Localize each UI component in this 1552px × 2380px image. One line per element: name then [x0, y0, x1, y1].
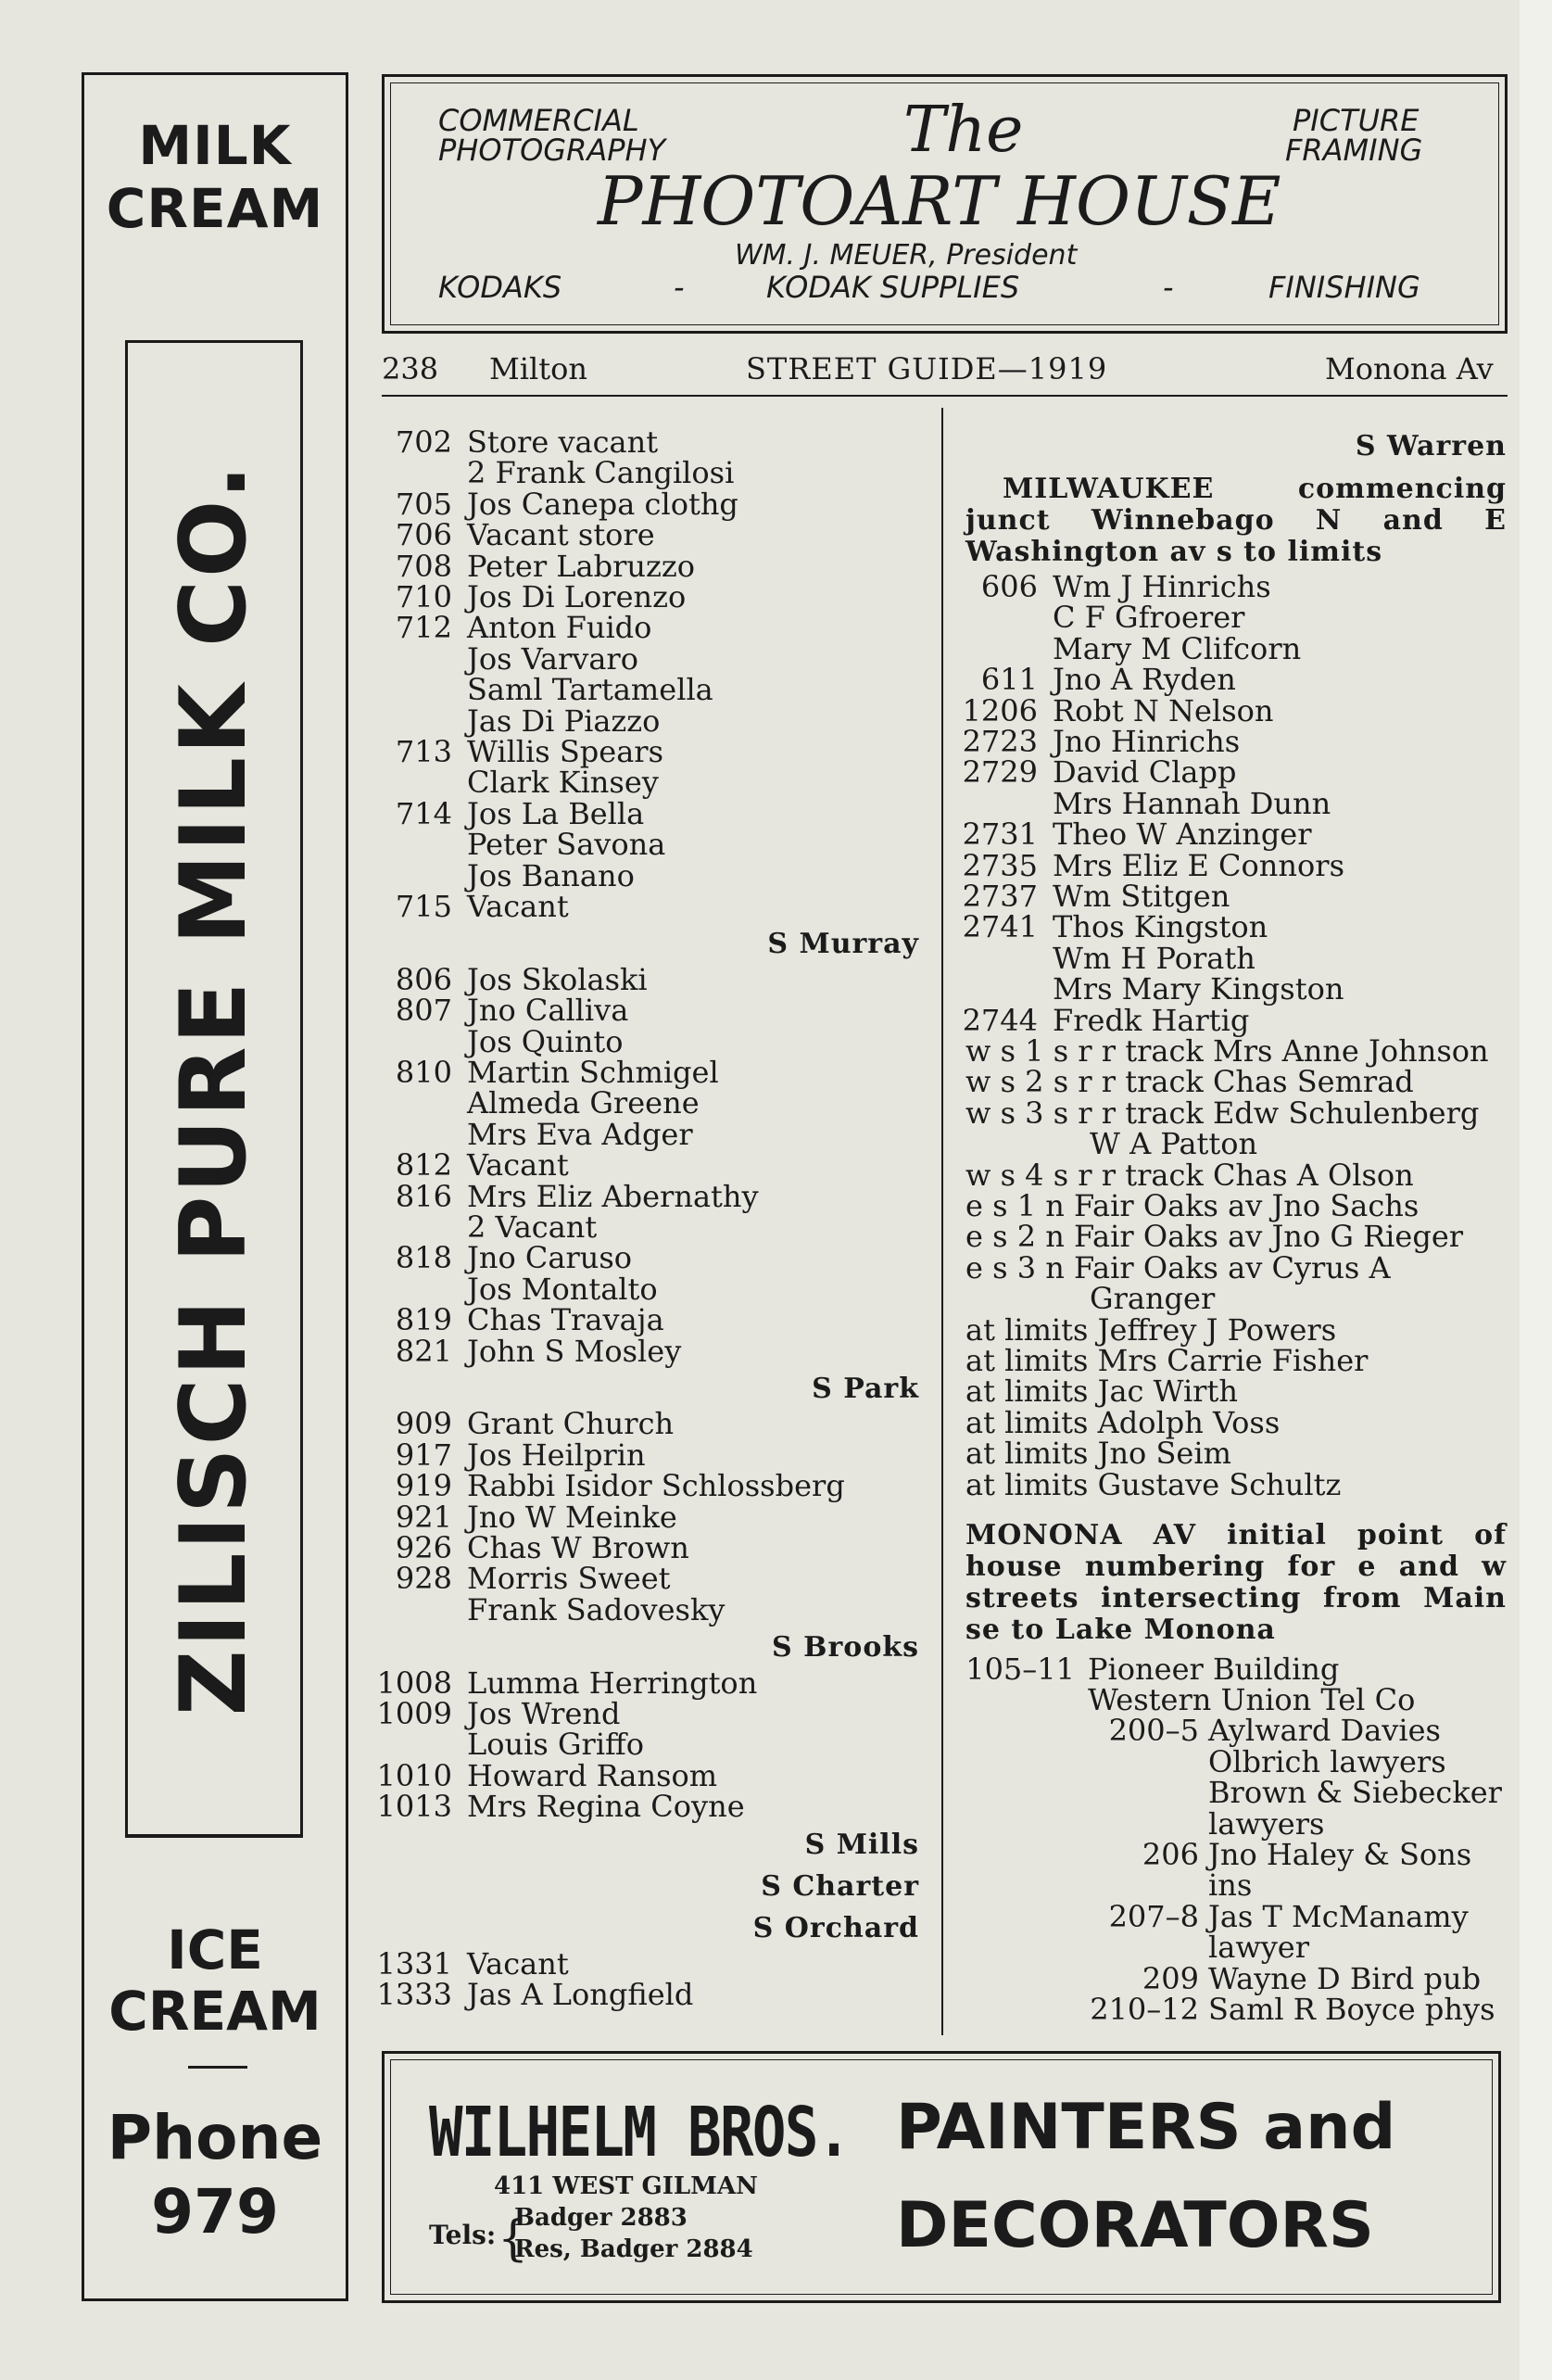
listing-name: Wm H Porath: [1053, 940, 1255, 976]
listing-name: Anton Fuido: [467, 610, 652, 646]
top-ad-name: PHOTOART HOUSE: [598, 162, 1281, 240]
listing-row: [374, 1333, 682, 1369]
listing-row: [964, 1805, 1325, 1842]
sidebar-phone-label: Phone: [107, 2102, 323, 2173]
listing-row: [951, 754, 1237, 791]
listing-name: Mrs Eliz Abernathy: [467, 1178, 759, 1214]
listing-name: Mrs Mary Kingston: [1053, 971, 1344, 1007]
cross-street-heading: S Murray: [767, 928, 919, 961]
listing-row: [374, 765, 659, 801]
listing-row: [374, 1468, 845, 1504]
street-heading-milwaukee: MILWAUKEE commencing junct Winnebago N and E Washington av s to limits: [965, 473, 1507, 568]
listing-number: 207–8: [1108, 1898, 1199, 1934]
listing-name: 2 Vacant: [467, 1209, 598, 1245]
top-ad-dash-2: -: [1163, 270, 1174, 305]
listing-name: Jno Caruso: [467, 1240, 633, 1276]
listing-row: [964, 1867, 1253, 1904]
listing-row: [374, 827, 666, 863]
listing-row: [374, 581, 686, 613]
listing-name: ins: [1208, 1867, 1253, 1904]
listing-name: Willis Spears: [467, 734, 663, 769]
listing-name: Brown & Siebecker: [1208, 1775, 1502, 1811]
listing-row: [374, 1273, 658, 1305]
listing-name: Jos Canepa clothg: [467, 486, 738, 522]
listing-name: Howard Ransom: [467, 1757, 718, 1793]
listing-row: e s 1 n Fair Oaks av Jno Sachs: [965, 1188, 1420, 1223]
listing-name: Morris Sweet: [467, 1561, 671, 1597]
cross-street-heading: S Orchard: [752, 1912, 919, 1945]
listing-row: [374, 610, 652, 646]
top-ad-the: The: [903, 94, 1024, 167]
listing-row: [951, 880, 1230, 912]
cross-street-heading: S Charter: [761, 1870, 919, 1903]
listing-row: [964, 1839, 1471, 1870]
listing-name: Jas Di Piazzo: [467, 703, 661, 739]
top-ad-president: WM. J. MEUER, President: [735, 239, 1078, 272]
bottom-ad: [382, 2051, 1501, 2303]
listing-number: 1008: [376, 1665, 452, 1701]
listing-name: Jno Haley & Sons: [1208, 1837, 1472, 1872]
listing-row: [951, 911, 1268, 943]
listing-name: Aylward Davies: [1208, 1713, 1441, 1749]
sidebar-phone: [84, 2101, 346, 2249]
listing-number: 917: [395, 1437, 452, 1473]
listing-row: [951, 817, 1312, 853]
listing-row: [374, 1240, 633, 1276]
listing-name: Saml R Boyce phys: [1208, 1992, 1495, 2027]
listing-number: 209: [1142, 1960, 1199, 1996]
bottom-ad-firm: WILHELM BROS.: [429, 2093, 850, 2172]
listing-name: Theo W Anzinger: [1053, 817, 1312, 853]
listing-name: Frank Sadovesky: [467, 1591, 726, 1627]
listing-number: 713: [395, 734, 452, 769]
listing-name: Jos Varvaro: [467, 640, 638, 677]
listing-name: Vacant: [467, 889, 569, 924]
page-number: 238: [382, 351, 439, 386]
sidebar-bottom-text: [84, 1919, 346, 2042]
listing-number: 705: [395, 486, 452, 522]
header-right-street: Monona Av: [1325, 351, 1494, 386]
cross-street-heading: S Warren: [1355, 430, 1507, 462]
sidebar-company-name: ZILISCH PURE MILK CO.: [161, 462, 267, 1715]
cross-street-heading: S Brooks: [772, 1631, 919, 1665]
listing-row: [964, 1898, 1469, 1934]
listing-row: [374, 1667, 757, 1699]
listing-row: [374, 736, 663, 767]
listing-name: Rabbi Isidor Schlossberg: [467, 1468, 845, 1504]
listing-row: [374, 1977, 694, 2013]
header-left-street: Milton: [489, 351, 587, 386]
listing-row: [374, 672, 713, 708]
top-ad-right-2: FRAMING: [1285, 133, 1423, 168]
listing-row: [964, 1684, 1415, 1715]
listing-number: 702: [395, 424, 452, 460]
bottom-ad-tels-label: Tels:: [429, 2220, 497, 2250]
listing-number: 807: [395, 993, 452, 1029]
listing-number: 921: [395, 1499, 452, 1535]
street-heading-monona: MONONA AV initial point of house numbering for e and w streets intersecting from Main se to Lake Monona: [965, 1519, 1507, 1646]
listing-number: 2744: [962, 1002, 1038, 1038]
sidebar-cream: CREAM: [106, 177, 324, 240]
listing-row: w s 1 s r r track Mrs Anne Johnson: [965, 1033, 1489, 1069]
bottom-ad-tel-2: Res, Badger 2884: [514, 2235, 753, 2263]
listing-name: Louis Griffo: [467, 1727, 645, 1763]
listing-name: Jos Banano: [467, 857, 635, 893]
listing-number: 2731: [962, 817, 1038, 853]
listing-name: Vacant store: [467, 517, 655, 553]
listing-name: lawyer: [1208, 1930, 1310, 1966]
listing-number: 2735: [962, 847, 1038, 883]
listing-name: Martin Schmigel: [467, 1055, 719, 1090]
listing-number: 706: [395, 517, 452, 553]
listing-row: [951, 785, 1331, 821]
listing-number: 2737: [962, 879, 1038, 914]
header-title: STREET GUIDE—1919: [746, 351, 1108, 386]
listing-row: w s 3 s r r track Edw Schulenberg: [965, 1095, 1480, 1131]
listing-name: Store vacant: [467, 424, 659, 460]
listing-row: [951, 847, 1344, 883]
listing-name: Wm J Hinrichs: [1053, 569, 1271, 604]
listing-row: [964, 1960, 1482, 1996]
listing-number: 821: [395, 1333, 452, 1369]
listing-name: Mary M Clifcorn: [1053, 630, 1302, 666]
listing-name: John S Mosley: [467, 1333, 682, 1369]
listing-row: [374, 705, 660, 737]
listing-name: Thos Kingston: [1053, 909, 1268, 945]
listing-row: w s 4 s r r track Chas A Olson: [965, 1157, 1414, 1193]
listing-row: [951, 973, 1344, 1005]
listing-number: 909: [395, 1406, 452, 1442]
listing-row: e s 3 n Fair Oaks av Cyrus A: [965, 1249, 1391, 1285]
listing-number: 816: [395, 1178, 452, 1214]
listing-row: [951, 1002, 1250, 1038]
listing-name: Jos Quinto: [467, 1023, 624, 1059]
listing-row: [374, 1439, 646, 1471]
sidebar-ad: [82, 72, 348, 2301]
listing-name: Jos La Bella: [467, 795, 645, 831]
listing-number: 812: [395, 1147, 452, 1184]
listing-number: 2729: [962, 754, 1038, 791]
top-ad-left-2: PHOTOGRAPHY: [438, 133, 666, 168]
listing-row: [374, 640, 638, 677]
listing-number: 206: [1142, 1837, 1199, 1872]
listing-row: [951, 600, 1245, 636]
listing-row: [951, 726, 1240, 757]
listing-number: 1206: [962, 692, 1038, 728]
listing-name: Jas T McManamy: [1208, 1898, 1469, 1934]
listing-name: Chas Travaja: [467, 1302, 664, 1338]
cross-street-heading: S Mills: [804, 1828, 919, 1861]
listing-name: Western Union Tel Co: [1088, 1682, 1416, 1717]
listing-row: [374, 1501, 677, 1533]
listing-number: 810: [395, 1055, 452, 1090]
listing-number: 712: [395, 610, 452, 646]
listing-name: Jno Calliva: [467, 993, 629, 1029]
bottom-ad-line-2: DECORATORS: [896, 2189, 1374, 2262]
listing-row: [964, 1994, 1495, 2025]
listing-name: Mrs Hannah Dunn: [1053, 785, 1331, 821]
listing-number: 2723: [962, 724, 1038, 759]
listing-number: 928: [395, 1561, 452, 1597]
sidebar-milk: MILK: [138, 114, 292, 177]
listing-name: Robt N Nelson: [1053, 692, 1274, 728]
listing-name: Jos Montalto: [467, 1271, 658, 1307]
listing-name: Vacant: [467, 1147, 569, 1184]
listing-number: 200–5: [1108, 1713, 1199, 1749]
sidebar-phone-number: 979: [151, 2176, 279, 2247]
listing-row: at limits Jeffrey J Powers: [965, 1311, 1337, 1348]
listing-row: [964, 1653, 1339, 1685]
listing-row: [374, 1561, 671, 1597]
listing-name: Jos Wrend: [467, 1696, 621, 1731]
listing-name: 2 Frank Cangilosi: [467, 455, 735, 491]
listing-name: C F Gfroerer: [1053, 600, 1245, 636]
listing-row: [374, 795, 645, 831]
listing-number: 1010: [376, 1757, 452, 1793]
listing-row: [964, 1713, 1441, 1749]
listing-row: at limits Gustave Schultz: [965, 1466, 1342, 1502]
listing-name: Grant Church: [467, 1406, 675, 1442]
listing-number: 919: [395, 1468, 452, 1504]
column-divider: [941, 408, 943, 2035]
listing-number: 818: [395, 1240, 452, 1276]
listing-row: [374, 1211, 597, 1243]
listing-row: [374, 1591, 726, 1627]
listing-name: Lumma Herrington: [467, 1665, 758, 1701]
listing-row: [951, 571, 1271, 602]
listing-row: Granger: [1090, 1281, 1216, 1317]
listing-name: Jos Di Lorenzo: [467, 579, 687, 614]
listing-number: 1331: [376, 1945, 452, 1981]
listing-row: [374, 1532, 689, 1563]
listing-row: [374, 1727, 645, 1763]
bottom-ad-line-1: PAINTERS and: [896, 2091, 1396, 2164]
listing-name: Mrs Regina Coyne: [467, 1789, 745, 1825]
listing-row: [951, 662, 1236, 698]
sidebar-ice: ICE: [167, 1918, 263, 1981]
listing-row: [951, 692, 1274, 728]
listing-row: [964, 1743, 1446, 1779]
listing-name: Pioneer Building: [1088, 1651, 1340, 1687]
listing-number: 1013: [376, 1789, 452, 1825]
listing-row: [951, 940, 1255, 976]
listing-number: 2741: [962, 909, 1038, 945]
listing-row: w s 2 s r r track Chas Semrad: [965, 1064, 1414, 1100]
listing-name: David Clapp: [1053, 754, 1237, 791]
listing-name: Jos Skolaski: [467, 961, 648, 997]
listing-number: 715: [395, 889, 452, 924]
listing-number: 806: [395, 961, 452, 997]
listing-name: Jas A Longfield: [467, 1977, 694, 2013]
listing-row: W A Patton: [1090, 1126, 1258, 1162]
listing-row: [374, 1406, 675, 1442]
listing-row: [374, 857, 635, 893]
bottom-ad-tel-1: Badger 2883: [514, 2204, 688, 2232]
listing-row: [374, 961, 648, 997]
top-ad: [382, 74, 1508, 334]
listing-number: 714: [395, 795, 452, 831]
listing-row: [374, 488, 738, 520]
top-ad-dash-1: -: [674, 270, 685, 305]
listing-row: [374, 1057, 719, 1088]
listing-name: Jos Heilprin: [467, 1437, 646, 1473]
listing-number: 1333: [376, 1977, 452, 2013]
listing-row: at limits Adolph Voss: [965, 1404, 1281, 1440]
top-ad-left-1: COMMERCIAL: [438, 103, 639, 138]
bottom-ad-address: 411 WEST GILMAN: [494, 2172, 758, 2200]
listing-number: 210–12: [1090, 1992, 1199, 2027]
listing-number: 611: [980, 662, 1038, 698]
listing-name: Vacant: [467, 1945, 569, 1981]
listing-row: [374, 1147, 569, 1184]
listing-row: [374, 1116, 693, 1152]
listing-name: Jno W Meinke: [467, 1499, 677, 1535]
listing-row: [374, 519, 655, 551]
sidebar-vertical-box: [125, 340, 303, 1838]
listing-name: Saml Tartamella: [467, 672, 713, 708]
listing-name: Clark Kinsey: [467, 765, 659, 801]
cross-street-heading: S Park: [812, 1373, 919, 1405]
listing-row: [374, 891, 569, 922]
listing-row: [374, 548, 695, 584]
listing-row: [374, 455, 735, 491]
bottom-ad-brace: {: [498, 2211, 529, 2267]
sidebar-top-text: [84, 114, 346, 240]
listing-name: Wm Stitgen: [1053, 879, 1230, 914]
listing-row: [374, 426, 658, 458]
listing-name: Peter Labruzzo: [467, 548, 695, 584]
listing-name: Jno Hinrichs: [1053, 724, 1241, 759]
listing-name: Fredk Hartig: [1053, 1002, 1250, 1038]
sidebar-divider: [188, 2066, 247, 2069]
listing-name: Mrs Eliz E Connors: [1053, 847, 1344, 883]
listing-row: at limits Mrs Carrie Fisher: [965, 1343, 1369, 1378]
listing-row: [374, 1789, 745, 1825]
listing-row: [374, 1087, 700, 1119]
listing-name: Wayne D Bird pub: [1208, 1960, 1482, 1996]
listing-name: Mrs Eva Adger: [467, 1116, 693, 1152]
listing-row: [374, 1757, 718, 1793]
listing-row: [964, 1930, 1310, 1966]
listing-row: [374, 1178, 759, 1214]
listing-name: Almeda Greene: [467, 1085, 700, 1121]
listing-row: [374, 1945, 569, 1981]
listing-row: [374, 1023, 624, 1059]
sidebar-cream-2: CREAM: [108, 1980, 322, 2043]
listing-row: [964, 1775, 1502, 1811]
header-rule: [382, 395, 1508, 397]
listing-name: Chas W Brown: [467, 1530, 689, 1565]
listing-row: [374, 993, 629, 1029]
listing-number: 819: [395, 1302, 452, 1338]
listing-row: [374, 1304, 664, 1336]
top-ad-kodak-supplies: KODAK SUPPLIES: [766, 270, 1020, 305]
listing-name: lawyers: [1208, 1805, 1325, 1842]
listing-number: 105–11: [965, 1651, 1075, 1687]
listing-row: e s 2 n Fair Oaks av Jno G Rieger: [965, 1219, 1464, 1255]
listing-row: at limits Jno Seim: [965, 1436, 1231, 1472]
page-edge: [1520, 0, 1552, 2380]
listing-number: 1009: [376, 1696, 452, 1731]
top-ad-right-1: PICTURE: [1293, 103, 1420, 138]
listing-row: [951, 630, 1302, 666]
listing-number: 708: [395, 548, 452, 584]
listing-name: Jno A Ryden: [1053, 662, 1236, 698]
listing-name: Peter Savona: [467, 827, 666, 863]
listing-number: 926: [395, 1530, 452, 1565]
listing-number: 710: [395, 579, 452, 614]
listing-row: at limits Jac Wirth: [965, 1374, 1238, 1410]
top-ad-finishing: FINISHING: [1268, 270, 1420, 305]
listing-number: 606: [980, 569, 1038, 604]
top-ad-kodaks: KODAKS: [438, 270, 562, 305]
listing-name: Olbrich lawyers: [1208, 1743, 1446, 1779]
listing-row: [374, 1698, 620, 1729]
